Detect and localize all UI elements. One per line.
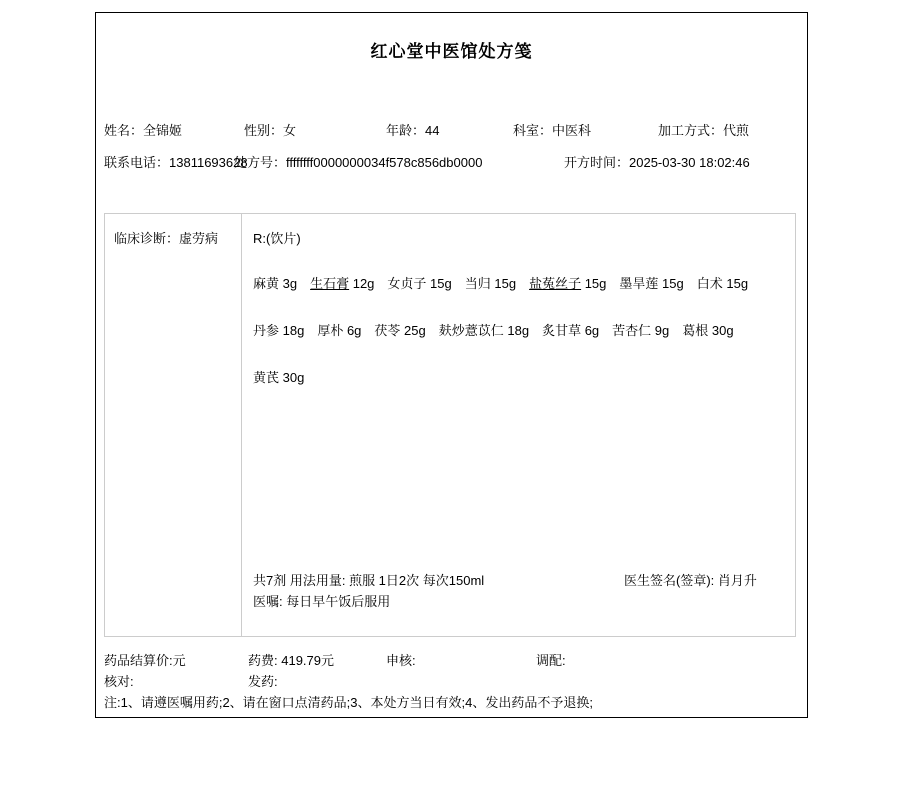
herb-item — [253, 323, 304, 338]
herb-list — [253, 276, 785, 417]
patient-field — [234, 152, 482, 171]
herb-name: 厚朴 — [317, 323, 344, 338]
herb-item — [682, 323, 733, 338]
footer-field — [104, 671, 134, 690]
footer-field-label: 申核: — [386, 653, 416, 668]
patient-field-value: 全锦姬 — [143, 123, 183, 138]
patient-field-value: ffffffff0000000034f578c856db0000 — [286, 155, 483, 170]
herb-dose: 15g — [658, 276, 684, 291]
herb-name: 炙甘草 — [542, 323, 582, 338]
patient-field-label: 性别： — [244, 123, 284, 138]
herb-line — [253, 276, 785, 291]
herb-name: 苦杏仁 — [612, 323, 652, 338]
herb-name: 葛根 — [682, 323, 709, 338]
footer-row-2 — [96, 671, 807, 687]
herb-name: 黄芪 — [253, 370, 280, 385]
footer-field-label: 药品结算价: — [104, 653, 173, 668]
footer-field-value: 元 — [172, 653, 186, 668]
herb-name: 女贞子 — [387, 276, 427, 291]
footer-field — [248, 671, 278, 690]
herb-dose: 6g — [581, 323, 600, 338]
doctor-signature: 医生签名(签章): 肖月升 — [624, 573, 757, 588]
patient-field-value: 代煎 — [723, 123, 750, 138]
herb-dose: 15g — [490, 276, 517, 291]
patient-field — [386, 120, 439, 139]
footer-field — [386, 650, 416, 669]
herb-line — [253, 370, 785, 385]
patient-field-label: 加工方式： — [658, 123, 724, 138]
footer-field — [248, 650, 334, 669]
herb-dose: 9g — [651, 323, 670, 338]
patient-info-row-1 — [96, 120, 807, 136]
herb-dose: 6g — [343, 323, 362, 338]
patient-field-label: 科室： — [513, 123, 553, 138]
diagnosis-label: 临床诊断： — [114, 231, 180, 246]
patient-field-value: 2025-03-30 18:02:46 — [629, 155, 750, 170]
herb-dose: 15g — [722, 276, 749, 291]
medical-instruction: 医嘱: 每日早午饭后服用 — [253, 594, 391, 609]
prescription-page — [95, 12, 808, 718]
patient-field-label: 年龄： — [386, 123, 426, 138]
patient-field-value: 13811693628 — [169, 155, 248, 170]
herb-name: 墨旱莲 — [619, 276, 659, 291]
patient-field — [104, 120, 182, 139]
herb-item — [542, 323, 599, 338]
herb-dose: 15g — [426, 276, 452, 291]
herb-item — [253, 276, 297, 291]
herb-name: 当归 — [464, 276, 491, 291]
herb-name: 茯苓 — [374, 323, 401, 338]
herb-dose: 15g — [581, 276, 607, 291]
herb-item — [374, 323, 425, 338]
footer-row-1 — [96, 650, 807, 666]
herb-item — [387, 276, 451, 291]
herb-dose: 30g — [279, 370, 305, 385]
patient-field — [104, 152, 248, 171]
herb-dose: 3g — [279, 276, 298, 291]
footer-field-label: 药费: — [248, 653, 282, 668]
patient-info-row-2 — [96, 152, 807, 168]
herb-item — [310, 276, 374, 291]
herb-item — [697, 276, 748, 291]
patient-field-value: 中医科 — [552, 123, 592, 138]
herb-dose: 30g — [708, 323, 734, 338]
herb-line — [253, 323, 785, 338]
herb-dose: 25g — [400, 323, 426, 338]
usage-summary: 共7剂 用法用量: 煎服 1日2次 每次150ml — [253, 573, 485, 588]
herb-dose: 12g — [349, 276, 375, 291]
patient-field-value: 44 — [425, 123, 440, 138]
herb-dose: 18g — [279, 323, 305, 338]
patient-field-value: 女 — [283, 123, 297, 138]
footer-field-label: 发药: — [248, 674, 278, 689]
herb-name: 麻黄 — [253, 276, 280, 291]
herb-item — [465, 276, 516, 291]
diagnosis-cell — [105, 214, 242, 636]
footer-field-label: 调配: — [536, 653, 566, 668]
page-title: 红心堂中医馆处方笺 — [370, 42, 533, 61]
herb-dose: 18g — [503, 323, 530, 338]
herb-name: 白术 — [696, 276, 723, 291]
patient-field-label: 联系电话： — [104, 155, 170, 170]
herb-item — [253, 370, 304, 385]
footer-field-label: 核对: — [104, 674, 134, 689]
herb-item — [529, 276, 606, 291]
diagnosis-value: 虚劳病 — [179, 231, 219, 246]
herb-item — [439, 323, 529, 338]
prescription-cell — [243, 214, 795, 636]
herb-name: 生石膏 — [310, 276, 350, 291]
patient-field — [244, 120, 296, 139]
patient-field — [513, 120, 591, 139]
footer-field-value: 419.79元 — [281, 653, 334, 668]
herb-name: 丹参 — [253, 323, 280, 338]
patient-field-label: 处方号： — [234, 155, 287, 170]
herb-name: 麸炒薏苡仁 — [438, 323, 504, 338]
herb-item — [317, 323, 361, 338]
patient-field — [658, 120, 749, 139]
rx-type-header: R:(饮片) — [253, 231, 301, 246]
patient-field — [564, 152, 750, 171]
footer-field — [104, 650, 186, 669]
herb-item — [619, 276, 683, 291]
herb-item — [612, 323, 669, 338]
patient-field-label: 姓名： — [104, 123, 144, 138]
notes-line: 注:1、请遵医嘱用药;2、请在窗口点清药品;3、本处方当日有效;4、发出药品不予退换; — [104, 695, 593, 710]
patient-field-label: 开方时间： — [564, 155, 630, 170]
herb-name: 盐菟丝子 — [529, 276, 582, 291]
prescription-table — [104, 213, 796, 637]
footer-field — [536, 650, 566, 669]
